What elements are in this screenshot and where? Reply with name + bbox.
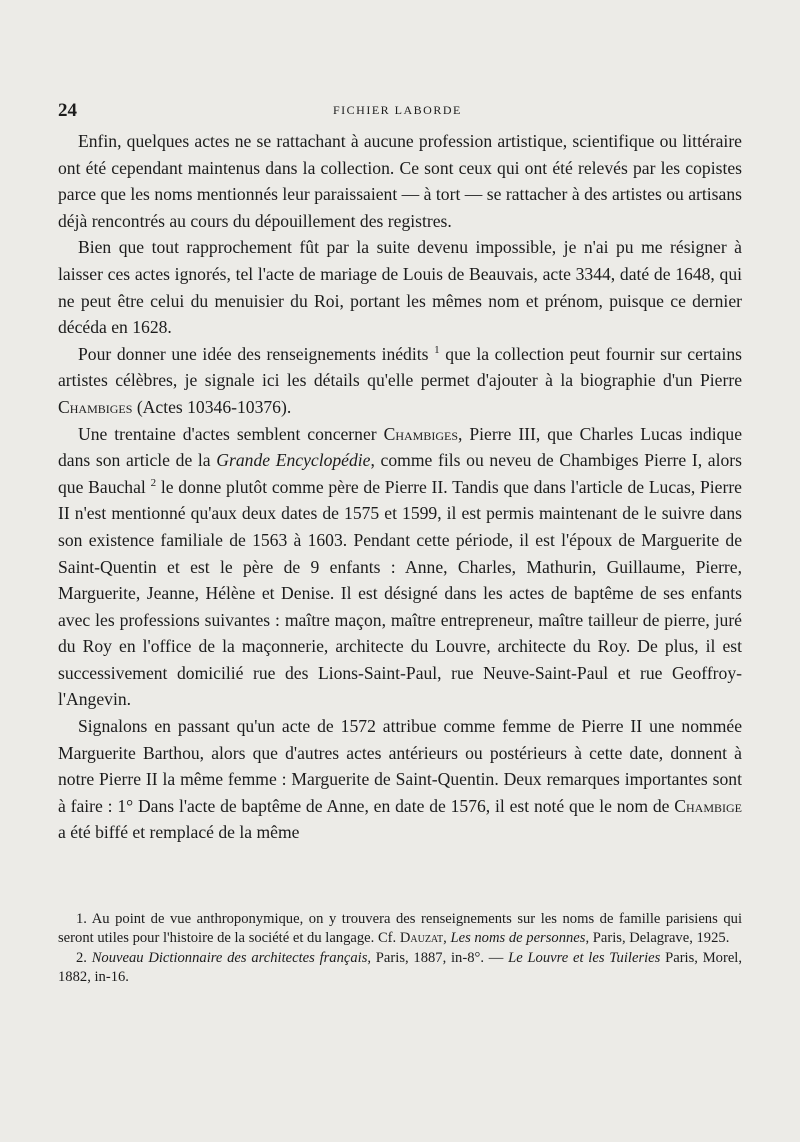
footnote-2-text-b: , Paris, 1887, in-8°. — xyxy=(367,949,509,966)
surname-chambiges: Chambiges xyxy=(383,423,459,444)
paragraph-3-text-a: Pour donner une idée des renseignements inédits xyxy=(78,343,435,364)
footnote-ref-2: 2 xyxy=(150,476,157,489)
surname-chambiges: Chambiges xyxy=(58,396,133,417)
footnote-2 xyxy=(58,949,742,988)
paragraph-4 xyxy=(58,421,742,714)
work-title: Grande Encyclopédie xyxy=(216,450,371,471)
paragraph-5-text-a: Signalons en passant qu'un acte de 1572 attribue comme femme de Pierre II une nommée Marguerite Barthou, alors que d'autres actes antérieurs ou postérieurs à cette date, donnent à notre Pierre II la même femme : Marguerite de Saint-Quentin. Deux remarques importantes sont à faire : 1° Dans l'acte de baptême de Anne, en date de 1576, il est noté que le nom de xyxy=(58,716,742,816)
paragraph-1: Enfin, quelques actes ne se rattachant à aucune profession artistique, scientifique ou littéraire ont été cependant maintenus dans la collection. Ce sont ceux qui ont été relevés par les copistes parce que les noms mentionnés leur paraissaient — à tort — se rattacher à des artistes ou artisans déjà rencontrés au cours du dépouillement des registres. xyxy=(58,131,742,231)
footnote-2-title-2: Le Louvre et les Tuileries xyxy=(508,949,661,966)
footnote-1-text-b: , Paris, Delagrave, 1925. xyxy=(585,930,730,947)
footnote-1-sep: , xyxy=(443,930,451,947)
footnote-1-author: Dauzat xyxy=(399,930,444,947)
paragraph-4-text-d: le donne plutôt comme père de Pierre II. Tandis que dans l'article de Lucas, Pierre II n'est mentionné qu'aux deux dates de 1575 et 1599, il est permis maintenant de le suivre dans son existence familiale de 1563 à 1603. Pendant cette période, il est l'époux de Marguerite de Saint-Quentin et est le père de 9 enfants : Anne, Charles, Mathurin, Guillaume, Pierre, Marguerite, Jeanne, Hélène et Denise. Il est désigné dans les actes de baptême de ses enfants avec les professions suivantes : maître maçon, maître entrepreneur, maître tailleur de pierre, juré du Roy en l'office de la maçonnerie, architecte du Louvre, architecte du Roy. De plus, il est successivement domicilié rue des Lions-Saint-Paul, rue Neuve-Saint-Paul et rue Geoffroy-l'Angevin. xyxy=(58,476,742,710)
paragraph-5 xyxy=(58,713,742,846)
paragraph-4-text-a: Une trentaine d'actes semblent concerner xyxy=(78,423,384,444)
surname-chambige: Chambige xyxy=(674,795,742,816)
page-number: 24 xyxy=(58,100,77,121)
body-text xyxy=(58,128,742,846)
paragraph-3 xyxy=(58,341,742,421)
paragraph-4-text-b: , Pierre III, que Charles Lucas indique dans son article de la xyxy=(58,423,743,471)
footnote-1 xyxy=(58,910,742,949)
footnote-1-text-a: 1. Au point de vue anthroponymique, on y trouvera des renseignements sur les noms de famille parisiens qui seront utiles pour l'histoire de la société et du langage. Cf. xyxy=(58,911,742,947)
footnote-2-text-c: Paris, Morel, 1882, in-16. xyxy=(58,949,743,986)
footnotes xyxy=(58,910,742,988)
running-title: FICHIER LABORDE xyxy=(333,103,462,117)
footnote-ref-1: 1 xyxy=(434,343,440,356)
footnote-2-text-a: 2. xyxy=(76,949,92,966)
page-header xyxy=(58,100,742,124)
paragraph-3-text-c: (Actes 10346-10376). xyxy=(132,396,292,417)
paragraph-4-text-c: , comme fils ou neveu de Chambiges Pierre I, alors que Bauchal xyxy=(58,450,743,497)
paragraph-3-text-b: que la collection peut fournir sur certains artistes célèbres, je signale ici les détails qu'elle permet d'ajouter à la biographie d'un Pierre xyxy=(58,343,742,391)
paragraph-5-text-b: a été biffé et remplacé de la même xyxy=(58,822,300,843)
footnote-1-title: Les noms de personnes xyxy=(450,930,586,947)
paragraph-2: Bien que tout rapprochement fût par la suite devenu impossible, je n'ai pu me résigner à laisser ces actes ignorés, tel l'acte de mariage de Louis de Beauvais, acte 3344, daté de 1648, qui ne peut être celui du menuisier du Roi, portant les mêmes nom et prénom, puisque ce dernier décéda en 1628. xyxy=(58,237,742,338)
footnote-2-title: Nouveau Dictionnaire des architectes français xyxy=(91,949,368,966)
